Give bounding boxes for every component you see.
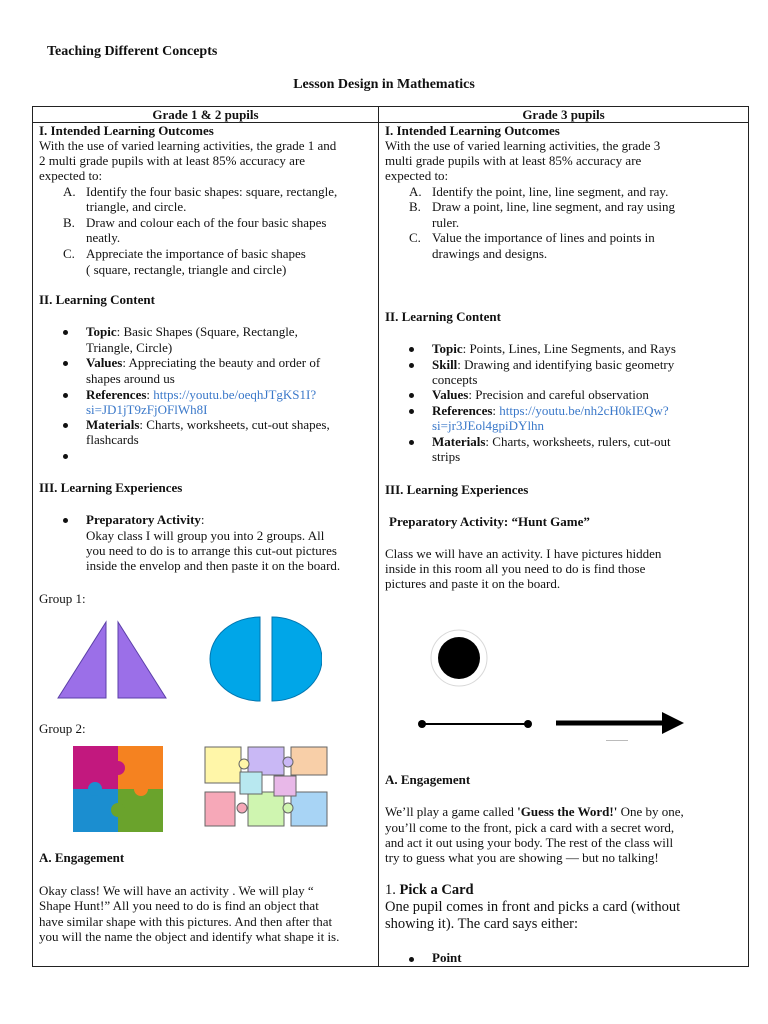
outcome-text: ( square, rectangle, triangle and circle) <box>86 262 287 277</box>
references-item: References: https://youtu.be/oeqhJTgKS1I? <box>86 387 317 402</box>
engagement-text: Shape Hunt!” All you need to do is find an object that <box>39 898 319 913</box>
line-segment-image <box>412 712 538 736</box>
document-heading: Teaching Different Concepts <box>47 44 218 59</box>
table-bottom-border <box>32 966 749 967</box>
reference-link-cont[interactable]: si=JD1jT9zFjOFlWh8I <box>86 402 208 417</box>
materials-item-cont: strips <box>432 449 461 464</box>
prep-text: inside in this room all you need to do is find those <box>385 561 646 576</box>
left-outcomes-intro: With the use of varied learning activities, the grade 1 and <box>39 138 337 153</box>
left-outcomes-intro: 2 multi grade pupils with at least 85% accuracy are <box>39 153 306 168</box>
right-half-circle <box>272 617 322 701</box>
prep-text: Class we will have an activity. I have pictures hidden <box>385 546 662 561</box>
engagement-text: try to guess what you are showing — but no talking! <box>385 850 659 865</box>
bullet <box>63 423 68 428</box>
right-engagement-heading: A. Engagement <box>385 772 471 787</box>
outcome-text: Draw and colour each of the four basic shapes <box>86 215 327 230</box>
prep-activity: Preparatory Activity: <box>86 512 205 527</box>
outcome-text: Value the importance of lines and points in <box>432 230 655 245</box>
outcome-text: drawings and designs. <box>432 246 548 261</box>
reference-link[interactable]: https://youtu.be/nh2cH0kIEQw? <box>499 403 669 418</box>
table-left-border <box>32 106 33 967</box>
materials-item: Materials: Charts, worksheets, cut-out shapes, <box>86 417 330 432</box>
references-item: References: https://youtu.be/nh2cH0kIEQw? <box>432 403 669 418</box>
prep-text: inside the envelop and then paste it on the board. <box>86 558 341 573</box>
bullet <box>409 957 414 962</box>
right-outcomes-intro: expected to: <box>385 168 449 183</box>
values-item-cont: shapes around us <box>86 371 175 386</box>
group1-label: Group 1: <box>39 591 86 606</box>
values-item: Values: Appreciating the beauty and order of <box>86 355 321 370</box>
pastel-puzzle-image <box>204 746 328 828</box>
left-engagement-heading: A. Engagement <box>39 850 125 865</box>
right-outcomes-intro: multi grade pupils with at least 85% accuracy are <box>385 153 642 168</box>
engagement-text: have similar shape with this pictures. And then after that <box>39 914 333 929</box>
outcome-marker: B. <box>409 199 421 214</box>
step-heading: 1. Pick a Card <box>385 882 474 898</box>
bullet <box>63 393 68 398</box>
left-column-header: Grade 1 & 2 pupils <box>152 107 259 122</box>
topic-item: Topic: Basic Shapes (Square, Rectangle, <box>86 324 298 339</box>
bullet <box>63 518 68 523</box>
reference-link[interactable]: https://youtu.be/oeqhJTgKS1I? <box>153 387 317 402</box>
topic-item: Topic: Points, Lines, Line Segments, and Rays <box>432 341 676 356</box>
bullet <box>63 330 68 335</box>
left-half-circle <box>210 617 260 701</box>
engagement-text: you’ll come to the front, pick a card with a secret word, <box>385 820 675 835</box>
outcome-marker: A. <box>63 184 76 199</box>
table-center-border <box>378 106 379 967</box>
right-half-triangle <box>118 622 166 698</box>
split-triangle-image <box>56 620 168 700</box>
left-outcomes-intro: expected to: <box>39 168 103 183</box>
outcome-marker: B. <box>63 215 75 230</box>
right-experiences-heading: III. Learning Experiences <box>385 482 529 497</box>
prep-text: you need to do is to arrange this cut-out pictures <box>86 543 337 558</box>
engagement-line: We’ll play a game called 'Guess the Word!' One by one, <box>385 804 684 819</box>
outcome-text: neatly. <box>86 230 121 245</box>
outcome-text: Appreciate the importance of basic shapes <box>86 246 306 261</box>
left-content-heading: II. Learning Content <box>39 292 155 307</box>
left-experiences-heading: III. Learning Experiences <box>39 480 183 495</box>
bullet <box>409 363 414 368</box>
engagement-text: and act it out using your body. The rest of the class will <box>385 835 674 850</box>
right-column-header: Grade 3 pupils <box>522 107 605 122</box>
values-item: Values: Precision and careful observation <box>432 387 649 402</box>
right-outcomes-intro: With the use of varied learning activities, the grade 3 <box>385 138 661 153</box>
bullet <box>409 440 414 445</box>
outcome-text: Draw a point, line, line segment, and ray using <box>432 199 675 214</box>
right-content-heading: II. Learning Content <box>385 309 501 324</box>
left-outcomes-heading: I. Intended Learning Outcomes <box>39 123 214 138</box>
ray-image <box>554 710 688 746</box>
outcome-marker: C. <box>63 246 75 261</box>
table-right-border <box>748 106 749 967</box>
outcome-text: Identify the four basic shapes: square, rectangle, <box>86 184 338 199</box>
engagement-text: you will the name the object and identify what shape it is. <box>39 929 340 944</box>
color-puzzle-image <box>73 746 163 832</box>
topic-item-cont: Triangle, Circle) <box>86 340 173 355</box>
split-circle-image <box>208 615 322 703</box>
document-title: Lesson Design in Mathematics <box>293 77 475 92</box>
point-option: Point <box>432 950 462 965</box>
right-outcomes-heading: I. Intended Learning Outcomes <box>385 123 560 138</box>
point-image <box>428 628 490 688</box>
prep-text: pictures and paste it on the board. <box>385 576 561 591</box>
outcome-marker: C. <box>409 230 421 245</box>
group2-label: Group 2: <box>39 721 86 736</box>
bullet <box>409 393 414 398</box>
engagement-text: Okay class! We will have an activity . We will play “ <box>39 883 314 898</box>
step-text: showing it). The card says either: <box>385 916 579 932</box>
outcome-text: Identify the point, line, line segment, and ray. <box>432 184 669 199</box>
left-half-triangle <box>58 622 106 698</box>
outcome-text: ruler. <box>432 215 460 230</box>
right-prep-heading: Preparatory Activity: “Hunt Game” <box>389 514 590 529</box>
bullet <box>63 361 68 366</box>
skill-item: Skill: Drawing and identifying basic geometry <box>432 357 675 372</box>
materials-item-cont: flashcards <box>86 432 139 447</box>
bullet <box>409 347 414 352</box>
materials-item: Materials: Charts, worksheets, rulers, cut-out <box>432 434 671 449</box>
prep-text: Okay class I will group you into 2 groups. All <box>86 528 325 543</box>
skill-item-cont: concepts <box>432 372 478 387</box>
step-text: One pupil comes in front and picks a card (without <box>385 899 681 915</box>
reference-link-cont[interactable]: si=jr3JEol4gpiDYlhn <box>432 418 545 433</box>
outcome-marker: A. <box>409 184 422 199</box>
outcome-text: triangle, and circle. <box>86 199 187 214</box>
bullet <box>409 409 414 414</box>
bullet-empty <box>63 454 68 459</box>
